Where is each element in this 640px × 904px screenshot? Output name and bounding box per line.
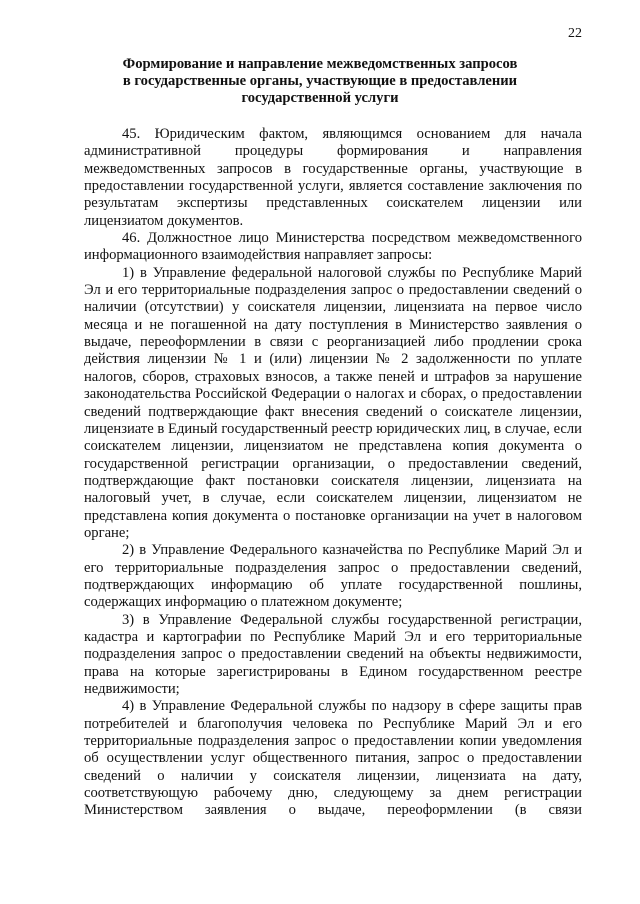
paragraph-46-item-2: 2) в Управление Федерального казначейства по Республике Марий Эл и его территориальные подразделения запрос о предоставлении сведений, подтверждающих информацию об уплате государственной пошлины, содержащих информацию о платежном документе;: [84, 542, 582, 611]
section-title-line-1: Формирование и направление межведомственных запросов: [122, 56, 518, 72]
section-title-line-2: в государственные органы, участвующие в предоставлении: [122, 73, 518, 89]
paragraph-45: 45. Юридическим фактом, являющимся основанием для начала административной процедуры формирования и направления межведомственных запросов в государственные органы, участвующие в предоставлении государственной услуги, является составление заключения по результатам экспертизы представленных соискателем лицензии или лицензиатом документов.: [84, 126, 582, 229]
paragraph-46-item-4: 4) в Управление Федеральной службы по надзору в сфере защиты прав потребителей и благополучия человека по Республике Марий Эл и его территориальные подразделения запрос о предоставлении копии уведомления об осуществлении услуг общественного питания, запрос о предоставлении сведений о наличии у соискателя лицензии, лицензиата на дату, соответствующую рабочему дню, следующему за днем регистрации Министерством заявления о выдаче, переоформлении (в связи: [84, 698, 582, 819]
paragraph-46: 46. Должностное лицо Министерства посредством межведомственного информационного взаимодействия направляет запросы:: [84, 230, 582, 264]
paragraph-46-item-3: 3) в Управление Федеральной службы государственной регистрации, кадастра и картографии по Республике Марий Эл и его территориальные подразделения запрос о предоставлении сведений на объекты недвижимости, права на которые зарегистрированы в Едином государственном реестре недвижимости;: [84, 611, 582, 697]
paragraph-46-item-1: 1) в Управление федеральной налоговой службы по Республике Марий Эл и его территориальные подразделения запрос о предоставлении сведений о наличии (отсутствии) у соискателя лицензии, лицензиата на первое число месяца и не погашенной на дату поступления в Министерство заявления о выдаче, переоформлении в связи с реорганизацией либо продлении срока действия лицензии № 1 и (или) лицензии № 2 задолженности по уплате налогов, сборов, страховых взносов, а также пеней и штрафов за нарушение законодательства Российской Федерации о налогах и сборах, о предоставлении сведений подтверждающие факт внесения сведений о соискателе лицензии, лицензиате в Единый государственный реестр юридических лиц, в случае, если соискателем лицензии, лицензиатом не представлена копия документа о государственной регистрации организации, о предоставлении сведений, подтверждающие факт постановки соискателя лицензии, лицензиата на налоговый учет, в случае, если соискателем лицензии, лицензиатом не представлена копия документа о постановке организации на учет в налоговом органе;: [84, 264, 582, 541]
section-title: [90, 56, 550, 107]
page-number: 22: [568, 26, 582, 41]
document-body: [84, 126, 582, 820]
section-title-line-3: государственной услуги: [241, 90, 399, 106]
